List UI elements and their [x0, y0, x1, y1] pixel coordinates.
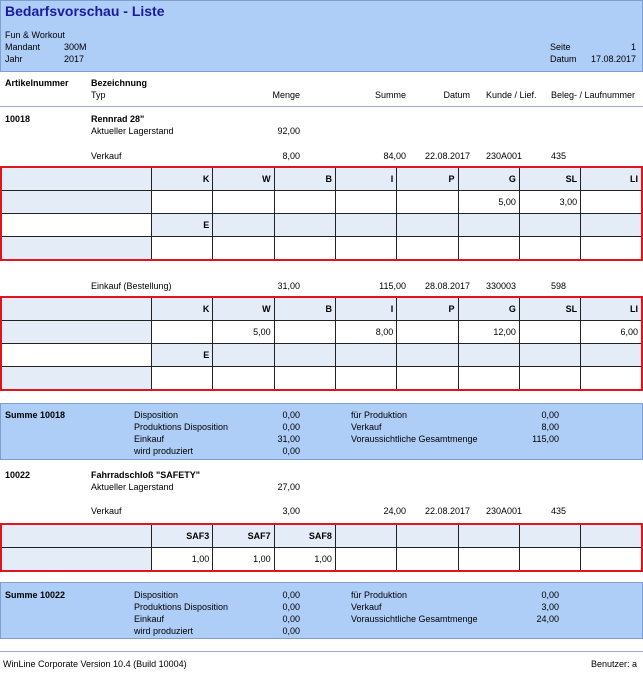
grid-header-cell: K — [152, 167, 213, 191]
grid-header-cell: P — [397, 297, 458, 321]
summary-label: Einkauf — [134, 614, 165, 624]
grid-header-row — [1, 214, 642, 237]
entry-datum: 22.08.2017 — [424, 151, 470, 161]
grid-value-cell: 6,00 — [581, 321, 642, 344]
summary-label: Verkauf — [351, 602, 382, 612]
grid-header-cell — [274, 214, 335, 237]
grid-header-cell: LI — [581, 167, 642, 191]
entry-summe: 24,00 — [383, 506, 406, 516]
grid-header-cell: E — [152, 214, 213, 237]
grid-header-cell — [581, 524, 642, 548]
entry-typ: Verkauf — [91, 151, 122, 161]
summary-value: 0,00 — [282, 614, 300, 624]
entry-menge: 31,00 — [277, 281, 300, 291]
summary-value: 0,00 — [282, 422, 300, 432]
grid-value-cell: 12,00 — [458, 321, 519, 344]
grid-value-cell: 1,00 — [274, 548, 335, 572]
grid-header-row — [1, 524, 642, 548]
jahr-value: 2017 — [64, 54, 85, 64]
summary-value: 0,00 — [541, 590, 559, 600]
seite-label: Seite — [550, 42, 571, 52]
grid-header-cell — [581, 344, 642, 367]
summary-label: Disposition — [134, 410, 179, 420]
grid-value-cell: 3,00 — [519, 191, 580, 214]
grid-header-cell: E — [152, 344, 213, 367]
grid-value-cell — [274, 237, 335, 261]
grid-header-cell — [335, 344, 396, 367]
grid-header-cell: SAF8 — [274, 524, 335, 548]
summary-value: 0,00 — [282, 602, 300, 612]
grid-header-cell — [581, 214, 642, 237]
jahr-label: Jahr — [5, 54, 23, 64]
summary-value: 3,00 — [541, 602, 559, 612]
grid-value-cell — [581, 548, 642, 572]
summary-value: 0,00 — [282, 590, 300, 600]
entry-menge: 3,00 — [282, 506, 300, 516]
grid-value-cell — [519, 321, 580, 344]
grid-header-cell — [397, 524, 458, 548]
summary-value: 8,00 — [541, 422, 559, 432]
grid-label-cell — [1, 237, 152, 261]
entry-menge: 8,00 — [282, 151, 300, 161]
entry-beleg: 598 — [551, 281, 567, 291]
grid-value-cell — [458, 367, 519, 391]
grid-value-cell — [152, 237, 213, 261]
grid-header-row — [1, 167, 642, 191]
summary-label: Voraussichtliche Gesamtmenge — [351, 614, 478, 624]
summary-label: für Produktion — [351, 590, 408, 600]
grid-value-row — [1, 548, 642, 572]
grid-header-cell: I — [335, 297, 396, 321]
summary-label: Voraussichtliche Gesamtmenge — [351, 434, 478, 444]
summary-label: Produktions Disposition — [134, 602, 229, 612]
summary-value: 24,00 — [536, 614, 559, 624]
grid-label-cell — [1, 548, 152, 572]
summary-label: wird produziert — [134, 626, 194, 636]
grid-header-cell — [335, 524, 396, 548]
summary-value: 115,00 — [532, 434, 559, 444]
company-name: Fun & Workout — [5, 30, 65, 40]
summary-label: Verkauf — [351, 422, 382, 432]
grid-header-cell: B — [274, 297, 335, 321]
grid-header-cell — [274, 344, 335, 367]
grid-value-cell — [581, 191, 642, 214]
mandant-label: Mandant — [5, 42, 41, 52]
summary-value: 0,00 — [282, 446, 300, 456]
summary-value: 31,00 — [277, 434, 300, 444]
col-datum: Datum — [443, 90, 470, 100]
grid-header-cell — [335, 214, 396, 237]
grid-value-cell: 1,00 — [213, 548, 274, 572]
grid-value-cell — [458, 548, 519, 572]
grid-value-cell — [335, 191, 396, 214]
grid-value-cell — [335, 237, 396, 261]
entry-datum: 22.08.2017 — [424, 506, 470, 516]
mandant-value: 300M — [64, 42, 87, 52]
footer-divider — [0, 651, 643, 652]
item-number: 10022 — [5, 470, 31, 480]
grid-value-cell — [152, 191, 213, 214]
item-name: Rennrad 28" — [91, 114, 145, 124]
entry-kunde: 230A001 — [486, 151, 523, 161]
grid-value-cell — [458, 237, 519, 261]
col-beleg: Beleg- / Laufnummer — [551, 90, 636, 100]
grid-header-cell: B — [274, 167, 335, 191]
grid-label-cell — [1, 191, 152, 214]
grid-header-row — [1, 344, 642, 367]
grid-label-cell — [1, 214, 152, 237]
entry-kunde: 330003 — [486, 281, 517, 291]
grid-value-cell: 8,00 — [335, 321, 396, 344]
summary-label: Einkauf — [134, 434, 165, 444]
grid-label-cell — [1, 524, 152, 548]
grid-value-cell — [397, 367, 458, 391]
grid-header-cell: I — [335, 167, 396, 191]
grid-value-cell — [519, 548, 580, 572]
summary-value: 0,00 — [541, 410, 559, 420]
grid-header-cell: SAF3 — [152, 524, 213, 548]
grid-header-cell — [213, 344, 274, 367]
grid-header-cell — [213, 214, 274, 237]
grid-label-cell — [1, 344, 152, 367]
grid-header-cell — [397, 214, 458, 237]
grid-header-cell: P — [397, 167, 458, 191]
grid-header-cell: W — [213, 167, 274, 191]
item-number: 10018 — [5, 114, 31, 124]
grid-header-cell — [397, 344, 458, 367]
grid-label-cell — [1, 367, 152, 391]
grid-value-cell: 5,00 — [458, 191, 519, 214]
summary-label: für Produktion — [351, 410, 408, 420]
grid-value-cell: 1,00 — [152, 548, 213, 572]
grid-label-cell — [1, 321, 152, 344]
grid-header-cell — [458, 344, 519, 367]
grid-header-cell — [458, 524, 519, 548]
grid-value-cell — [213, 191, 274, 214]
grid-header-cell: SL — [519, 297, 580, 321]
col-bezeichnung: Bezeichnung — [91, 78, 148, 88]
grid-value-row — [1, 321, 642, 344]
grid-header-cell — [458, 214, 519, 237]
report-title: Bedarfsvorschau - Liste — [5, 3, 165, 19]
grid-header-cell — [519, 214, 580, 237]
grid-value-row — [1, 191, 642, 214]
entry-typ: Einkauf (Bestellung) — [91, 281, 172, 291]
entry-datum: 28.08.2017 — [424, 281, 470, 291]
grid-header-cell: G — [458, 167, 519, 191]
grid-value-cell — [152, 321, 213, 344]
entry-kunde: 230A001 — [486, 506, 523, 516]
entry-beleg: 435 — [551, 151, 567, 161]
summary-title: Summe 10022 — [5, 590, 66, 600]
col-typ: Typ — [91, 90, 106, 100]
seite-value: 1 — [630, 42, 636, 52]
grid-header-cell: W — [213, 297, 274, 321]
col-artikelnummer: Artikelnummer — [5, 78, 69, 88]
grid-header-cell: G — [458, 297, 519, 321]
grid-header-cell — [519, 524, 580, 548]
grid-value-cell — [519, 237, 580, 261]
grid-header-cell — [519, 344, 580, 367]
summary-label: wird produziert — [134, 446, 194, 456]
version-info: WinLine Corporate Version 10.4 (Build 10004) — [3, 659, 187, 669]
col-menge: Menge — [272, 90, 300, 100]
summary-label: Produktions Disposition — [134, 422, 229, 432]
grid-value-cell — [581, 367, 642, 391]
grid-value-cell — [274, 191, 335, 214]
grid-value-row — [1, 237, 642, 261]
entry-typ: Verkauf — [91, 506, 122, 516]
grid-value-cell — [213, 237, 274, 261]
col-summe: Summe — [374, 90, 406, 100]
stock-label: Aktueller Lagerstand — [91, 126, 174, 136]
variant-grid — [0, 523, 643, 572]
grid-value-cell — [397, 191, 458, 214]
grid-label-cell — [1, 167, 152, 191]
datum-label: Datum — [550, 54, 577, 64]
grid-label-cell — [1, 297, 152, 321]
summary-value: 0,00 — [282, 626, 300, 636]
grid-header-cell: SAF7 — [213, 524, 274, 548]
grid-header-cell: LI — [581, 297, 642, 321]
grid-value-cell — [397, 321, 458, 344]
datum-value: 17.08.2017 — [590, 54, 636, 64]
grid-value-row — [1, 367, 642, 391]
stock-value: 92,00 — [277, 126, 300, 136]
col-kunde: Kunde / Lief. — [486, 90, 537, 100]
entry-beleg: 435 — [551, 506, 567, 516]
summary-title: Summe 10018 — [5, 410, 66, 420]
grid-value-cell — [397, 237, 458, 261]
user-info: Benutzer: a — [590, 659, 637, 669]
grid-value-cell — [152, 367, 213, 391]
item-name: Fahrradschloß "SAFETY" — [91, 470, 201, 480]
grid-value-cell — [397, 548, 458, 572]
grid-value-cell — [519, 367, 580, 391]
variant-grid — [0, 296, 643, 391]
grid-value-cell — [274, 321, 335, 344]
entry-summe: 84,00 — [383, 151, 406, 161]
grid-value-cell — [274, 367, 335, 391]
grid-value-cell — [581, 237, 642, 261]
grid-value-cell — [335, 548, 396, 572]
grid-header-row — [1, 297, 642, 321]
grid-value-cell — [213, 367, 274, 391]
grid-value-cell: 5,00 — [213, 321, 274, 344]
grid-header-cell: K — [152, 297, 213, 321]
grid-header-cell: SL — [519, 167, 580, 191]
summary-label: Disposition — [134, 590, 179, 600]
stock-label: Aktueller Lagerstand — [91, 482, 174, 492]
grid-value-cell — [335, 367, 396, 391]
stock-value: 27,00 — [277, 482, 300, 492]
entry-summe: 115,00 — [379, 281, 406, 291]
summary-value: 0,00 — [282, 410, 300, 420]
variant-grid — [0, 166, 643, 261]
column-header-divider — [0, 106, 643, 107]
